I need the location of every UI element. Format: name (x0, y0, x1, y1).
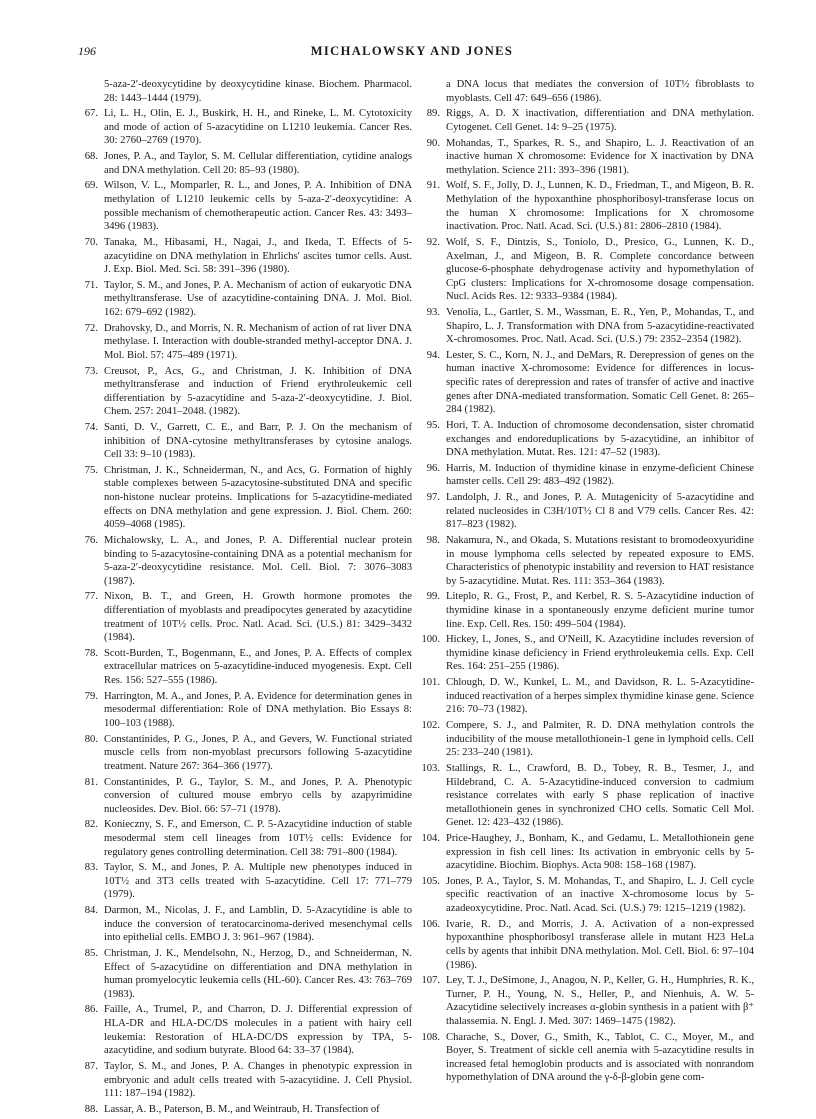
reference-text: Liteplo, R. G., Frost, P., and Kerbel, R. S. 5-Azacytidine induction of thymidine kinase in a spontaneously enzyme deficient murine tumor line. Exp. Cell. Res. 150: 499–504 (1984). (446, 591, 754, 630)
reference-item (420, 534, 754, 588)
right-reference-column (420, 78, 754, 1087)
reference-number: 70. (84, 236, 98, 248)
reference-text: Creusot, P., Acs, G., and Christman, J. K. Inhibition of DNA methyltransferase and induction of Friend erythroleukemic cell differentiation by 5-azacytidine and 5-aza-2′-deoxycytidine. J. Biol. Chem. 257: 2041–2048. (1982). (104, 365, 412, 418)
reference-item (420, 107, 754, 134)
reference-number: 72. (84, 322, 98, 334)
reference-text: Konieczny, S. F., and Emerson, C. P. 5-Azacytidine induction of stable mesodermal stem cell lineages from 10T½ cells: Evidence for regulatory genes controlling determination. Cell 38: 791–800 (1984). (104, 819, 412, 858)
reference-text: Landolph, J. R., and Jones, P. A. Mutagenicity of 5-azacytidine and related nucleosides in C3H/10T½ Cl 8 and V79 cells. Cancer Res. 42: 817–823 (1982). (446, 492, 754, 531)
reference-item (420, 719, 754, 760)
reference-text: Wilson, V. L., Momparler, R. L., and Jones, P. A. Inhibition of DNA methylation of L1210 leukemic cells by 5-aza-2′-deoxycytidine: A possible mechanism of chemotherapeutic action. Cancer Res. 43: 3493–3496 (1983). (104, 180, 412, 233)
reference-text: Chlough, D. W., Kunkel, L. M., and Davidson, R. L. 5-Azacytidine-induced reactivation of a herpes simplex thymidine kinase gene. Science 216: 70–73 (1982). (446, 677, 754, 716)
reference-text: Venolia, L., Gartler, S. M., Wassman, E. R., Yen, P., Mohandas, T., and Shapiro, L. J. Transformation with DNA from 5-azacytidine-reactivated X-chromosomes. Proc. Natl. Acad. Sci. (U.S.) 79: 2352–2354 (1982). (446, 306, 754, 346)
reference-text: Jones, P. A., Taylor, S. M. Mohandas, T., and Shapiro, L. J. Cell cycle specific reactivation of an inactive X-chromosome locus by 5-azadeoxycytidine. Proc. Natl. Acad. Sci. (U.S.) 79: 1215–1219 (1982). (446, 875, 754, 915)
reference-number: 87. (84, 1060, 98, 1072)
reference-number: 91. (426, 180, 440, 192)
reference-item (78, 818, 412, 859)
reference-item (420, 306, 754, 347)
reference-list (78, 107, 412, 1116)
reference-item (420, 918, 754, 972)
reference-text: Wolf, S. F., Jolly, D. J., Lunnen, K. D., Friedman, T., and Migeon, B. R. Methylation of the hypoxanthine phosphoribosyl-transferase locus on the human X chromosome: Implications for X chromosome inactivation. Proc. Natl. Acad. Sci. (U.S.) 81: 2806–2810 (1984). (446, 180, 754, 233)
reference-item (78, 947, 412, 1001)
reference-number: 83. (84, 862, 98, 874)
left-reference-column (78, 78, 412, 1119)
reference-number: 107. (421, 975, 440, 987)
reference-item (78, 421, 412, 462)
reference-number: 71. (84, 279, 98, 291)
reference-number: 84. (84, 905, 98, 917)
reference-item (420, 676, 754, 717)
reference-text: Charache, S., Dover, G., Smith, K., Tablot, C. C., Moyer, M., and Boyer, S. Treatment of sickle cell anemia with 5-azacytidine results in increased fetal hemoglobin products and is associated with nonrandom hypomethylation of DNA around the γ-δ-β-globin gene com- (446, 1031, 754, 1084)
reference-item (420, 419, 754, 460)
reference-text: Compere, S. J., and Palmiter, R. D. DNA methylation controls the inducibility of the mouse metallothionein-1 gene in lymphoid cells. Cell 25: 233–240 (1981). (446, 720, 754, 759)
reference-item (78, 590, 412, 644)
reference-text: Taylor, S. M., and Jones, P. A. Changes in phenotypic expression in embryonic and adult cells treated with 5-azacytidine. J. Cell Physiol. 111: 187–194 (1982). (104, 1060, 412, 1100)
reference-text: Harrington, M. A., and Jones, P. A. Evidence for determination genes in mesodermal differentiation: Role of DNA methylation. Bio Essays 8: 100–103 (1988). (104, 690, 412, 729)
reference-text: Li, L. H., Olin, E. J., Buskirk, H. H., and Rineke, L. M. Cytotoxicity and mode of action of 5-azacytidine on L1210 leukemia. Cancer Res. 30: 2760–2769 (1970). (104, 108, 412, 147)
reference-text: Constantinides, P. G., Taylor, S. M., and Jones, P. A. Phenotypic conversion of cultured mouse embryo cells by azapyrimidine nucleosides. Dev. Biol. 66: 57–71 (1978). (104, 776, 412, 815)
reference-number: 93. (426, 306, 440, 318)
reference-item (78, 1003, 412, 1057)
reference-item (78, 1060, 412, 1101)
reference-number: 86. (84, 1004, 98, 1016)
reference-text: Christman, J. K., Schneiderman, N., and Acs, G. Formation of highly stable complexes between 5-azacytosine-substituted DNA and specific non-histone nuclear proteins. Implications for 5-azacytidine-mediated effects on DNA methylation and gene expression. J. Biol. Chem. 260: 4059–4068 (1985). (104, 464, 412, 531)
reference-number: 100. (421, 634, 440, 646)
reference-text: Santi, D. V., Garrett, C. E., and Barr, P. J. On the mechanism of inhibition of DNA-cytosine methyltransferases by cytosine analogs. Cell 33: 9–10 (1983). (104, 422, 412, 461)
reference-item (420, 1031, 754, 1085)
reference-text: Ivarie, R. D., and Morris, J. A. Activation of a non-expressed hypoxanthine phosphoribosyl transferase allele in mutant H23 HeLa cells by agents that inhibit DNA methylation. Mol. Cell. Biol. 6: 97–104 (1986). (446, 918, 754, 971)
reference-item (420, 762, 754, 830)
reference-item (420, 179, 754, 233)
reference-number: 79. (84, 690, 98, 702)
reference-text: Hickey, I., Jones, S., and O'Neill, K. Azacytidine includes reversion of thymidine kinase deficiency in Friend erythroleukemia cells. Exp. Cell Res. 164: 251–255 (1986). (446, 634, 754, 673)
running-head: MICHALOWSKY AND JONES (310, 44, 514, 58)
reference-item (78, 464, 412, 532)
reference-number: 94. (426, 349, 440, 361)
reference-text: Darmon, M., Nicolas, J. F., and Lamblin, D. 5-Azacytidine is able to induce the conversion of teratocarcinoma-derived mesenchymal cells into epithelial cells. EMBO J. 3: 961–967 (1984). (104, 905, 412, 944)
reference-item (420, 832, 754, 873)
reference-number: 68. (84, 151, 98, 163)
reference-continuation: 5-aza-2′-deoxycytidine by deoxycytidine kinase. Biochem. Pharmacol. 28: 1443–1444 (1979). (104, 79, 412, 104)
reference-item (420, 590, 754, 631)
reference-number: 73. (84, 365, 98, 377)
reference-number: 78. (84, 647, 98, 659)
reference-number: 106. (421, 918, 440, 930)
reference-number: 80. (84, 733, 98, 745)
reference-item (420, 137, 754, 178)
reference-number: 69. (84, 180, 98, 192)
reference-item (78, 647, 412, 688)
reference-number: 105. (421, 875, 440, 887)
reference-item (78, 236, 412, 277)
reference-number: 96. (426, 462, 440, 474)
reference-text: Lassar, A. B., Paterson, B. M., and Weintraub, H. Transfection of (104, 1103, 380, 1115)
reference-item (420, 491, 754, 532)
reference-text: Constantinides, P. G., Jones, P. A., and Gevers, W. Functional striated muscle cells from non-myoblast precursors following 5-azacytidine treatment. Nature 267: 364–366 (1977). (104, 733, 412, 772)
reference-text: Hori, T. A. Induction of chromosome decondensation, sister chromatid exchanges and endoreduplications by 5-azacytidine, an inhibitor of DNA methylation. Mutat. Res. 121: 47–52 (1983). (446, 419, 754, 459)
reference-number: 99. (426, 591, 440, 603)
reference-number: 74. (84, 422, 98, 433)
reference-item (78, 365, 412, 419)
reference-item (78, 861, 412, 902)
reference-item (78, 904, 412, 945)
reference-item (420, 462, 754, 489)
reference-item (78, 150, 412, 177)
reference-text: Scott-Burden, T., Bogenmann, E., and Jones, P. A. Effects of complex extracellular matrices on 5-azacytidine-induced myogenesis. Expt. Cell Res. 156: 527–555 (1986). (104, 647, 412, 687)
reference-text: Lester, S. C., Korn, N. J., and DeMars, R. Derepression of genes on the human inactive X-chromosome: Evidence for differences in locus-specific rates of derepression and rates of transfer of active and inactive genes after DNA-mediated transformation. Somatic Cell Genet. 8: 265–284 (1982). (446, 349, 754, 416)
reference-number: 67. (84, 108, 98, 120)
reference-item (78, 322, 412, 363)
reference-item (78, 690, 412, 731)
reference-text: Taylor, S. M., and Jones, P. A. Multiple new phenotypes induced in 10T½ and 3T3 cells treated with 5-azacytidine. Cell 17: 771–779 (1979). (104, 862, 412, 901)
reference-text: Nakamura, N., and Okada, S. Mutations resistant to bromodeoxyuridine in mouse lymphoma cells selected by repeated exposure to EMS. Characteristics of phenotypic instability and reversion to HAT resistance by 5-azacytidine. Mutat. Res. 111: 353–364 (1983). (446, 534, 754, 587)
reference-item (420, 875, 754, 916)
reference-number: 76. (84, 534, 98, 546)
reference-text: Mohandas, T., Sparkes, R. S., and Shapiro, L. J. Reactivation of an inactive human X chromosome: Evidence for X inactivation by DNA methylation. Science 211: 393–396 (1981). (446, 137, 754, 176)
reference-number: 82. (84, 819, 98, 831)
reference-number: 97. (426, 492, 440, 504)
reference-text: Taylor, S. M., and Jones, P. A. Mechanism of action of eukaryotic DNA methyltransferase. Use of azacytidine-containing DNA. J. Mol. Biol. 162: 679–692 (1982). (104, 279, 412, 318)
reference-item (78, 1103, 412, 1117)
reference-item (420, 974, 754, 1028)
reference-number: 77. (84, 591, 98, 603)
reference-text: Faille, A., Trumel, P., and Charron, D. J. Differential expression of HLA-DR and HLA-DC/DS molecules in a patient with hairy cell leukemia: Restoration of HLA-DC/DS expression by TPA, 5-azacytidine, and sodium butyrate. Blood 64: 33–37 (1984). (104, 1004, 412, 1057)
reference-number: 75. (84, 464, 98, 476)
reference-number: 89. (426, 108, 440, 120)
reference-item (420, 633, 754, 674)
reference-number: 95. (426, 419, 440, 431)
reference-text: Michalowsky, L. A., and Jones, P. A. Differential nuclear protein binding to 5-azacytosine-containing DNA as a potential mechanism for 5-aza-2′-deoxycytidine resistance. Mol. Cell. Biol. 7: 3076–3083 (1987). (104, 534, 412, 587)
reference-item (420, 236, 754, 304)
reference-item (78, 733, 412, 774)
reference-number: 88. (84, 1103, 98, 1115)
reference-text: Riggs, A. D. X inactivation, differentiation and DNA methylation. Cytogenet. Cell Genet. 14: 9–25 (1975). (446, 108, 754, 133)
reference-number: 85. (84, 948, 98, 959)
reference-text: Wolf, S. F., Dintzis, S., Toniolo, D., Presico, G., Lunnen, K. D., Axelman, J., and Migeon, B. R. Complete concordance between glucose-6-phosphate dehydrogenase activity and hypomethylation of CpG clusters: Implications for X-chromosome dosage compensation. Nucl. Acids Res. 12: 9333–9384 (1984). (446, 236, 754, 303)
reference-item (78, 776, 412, 817)
reference-number: 102. (421, 720, 440, 732)
reference-number: 81. (84, 776, 98, 788)
reference-text: Price-Haughey, J., Bonham, K., and Gedamu, L. Metallothionein gene expression in fish cell lines: Its activation in embryonic cells by 5-azacytidine. Biochim. Biophys. Acta 908: 158–168 (1987). (446, 832, 754, 872)
reference-item (420, 349, 754, 417)
reference-text: Jones, P. A., and Taylor, S. M. Cellular differentiation, cytidine analogs and DNA methylation. Cell 20: 85–93 (1980). (104, 151, 412, 176)
reference-item (78, 279, 412, 320)
reference-item (78, 179, 412, 233)
reference-text: Stallings, R. L., Crawford, B. D., Tobey, R. B., Tesmer, J., and Hildebrand, C. A. 5-Azacytidine-induced conversion to cadmium resistance correlates with early S phase replication of inactive metallothionein genes in synchronized CHO cells. Somatic Cell Mol. Genet. 12: 423–432 (1986). (446, 762, 754, 829)
reference-text: Nixon, B. T., and Green, H. Growth hormone promotes the differentiation of myoblasts and preadipocytes generated by azacytidine treatment of 10T½ cells. Proc. Natl. Acad. Sci. (U.S.) 81: 3429–3432 (1984). (104, 591, 412, 644)
reference-text: Drahovsky, D., and Morris, N. R. Mechanism of action of rat liver DNA methylase. I. Interaction with double-stranded methyl-acceptor DNA. J. Mol. Biol. 57: 475–489 (1971). (104, 322, 412, 361)
reference-continuation: a DNA locus that mediates the conversion of 10T½ fibroblasts to myoblasts. Cell 47: 649–656 (1986). (446, 79, 754, 104)
reference-text: Christman, J. K., Mendelsohn, N., Herzog, D., and Schneiderman, N. Effect of 5-azacytidine on differentiation and DNA methylation in human promyelocytic leukemia cells (HL-60). Cancer Res. 43: 763–769 (1983). (104, 948, 412, 1000)
reference-number: 103. (421, 762, 440, 774)
reference-text: Harris, M. Induction of thymidine kinase in enzyme-deficient Chinese hamster cells. Cell 29: 483–492 (1982). (446, 462, 754, 488)
reference-list (420, 107, 754, 1085)
reference-number: 101. (421, 677, 440, 689)
reference-number: 108. (421, 1031, 440, 1043)
reference-text: Tanaka, M., Hibasami, H., Nagai, J., and Ikeda, T. Effects of 5-azacytidine on DNA methylation in Ehrlichs' ascites tumor cells. Aust. J. Exp. Biol. Med. Sci. 58: 391–396 (1980). (104, 236, 412, 276)
reference-item (78, 107, 412, 148)
page-header (78, 44, 746, 62)
reference-number: 90. (426, 137, 440, 149)
reference-number: 92. (426, 236, 440, 248)
reference-number: 98. (426, 534, 440, 546)
page-number: 196 (78, 44, 96, 58)
reference-number: 104. (421, 832, 440, 844)
reference-item (78, 534, 412, 588)
reference-text: Ley, T. J., DeSimone, J., Anagou, N. P., Keller, G. H., Humphries, R. K., Turner, P. H., Young, N. S., Heller, P., and Nienhuis, A. W. 5-Azacytidine selectively increases α-globin synthesis in a patient with β⁺ thalassemia. N. Engl. J. Med. 307: 1469–1475 (1982). (446, 975, 754, 1027)
